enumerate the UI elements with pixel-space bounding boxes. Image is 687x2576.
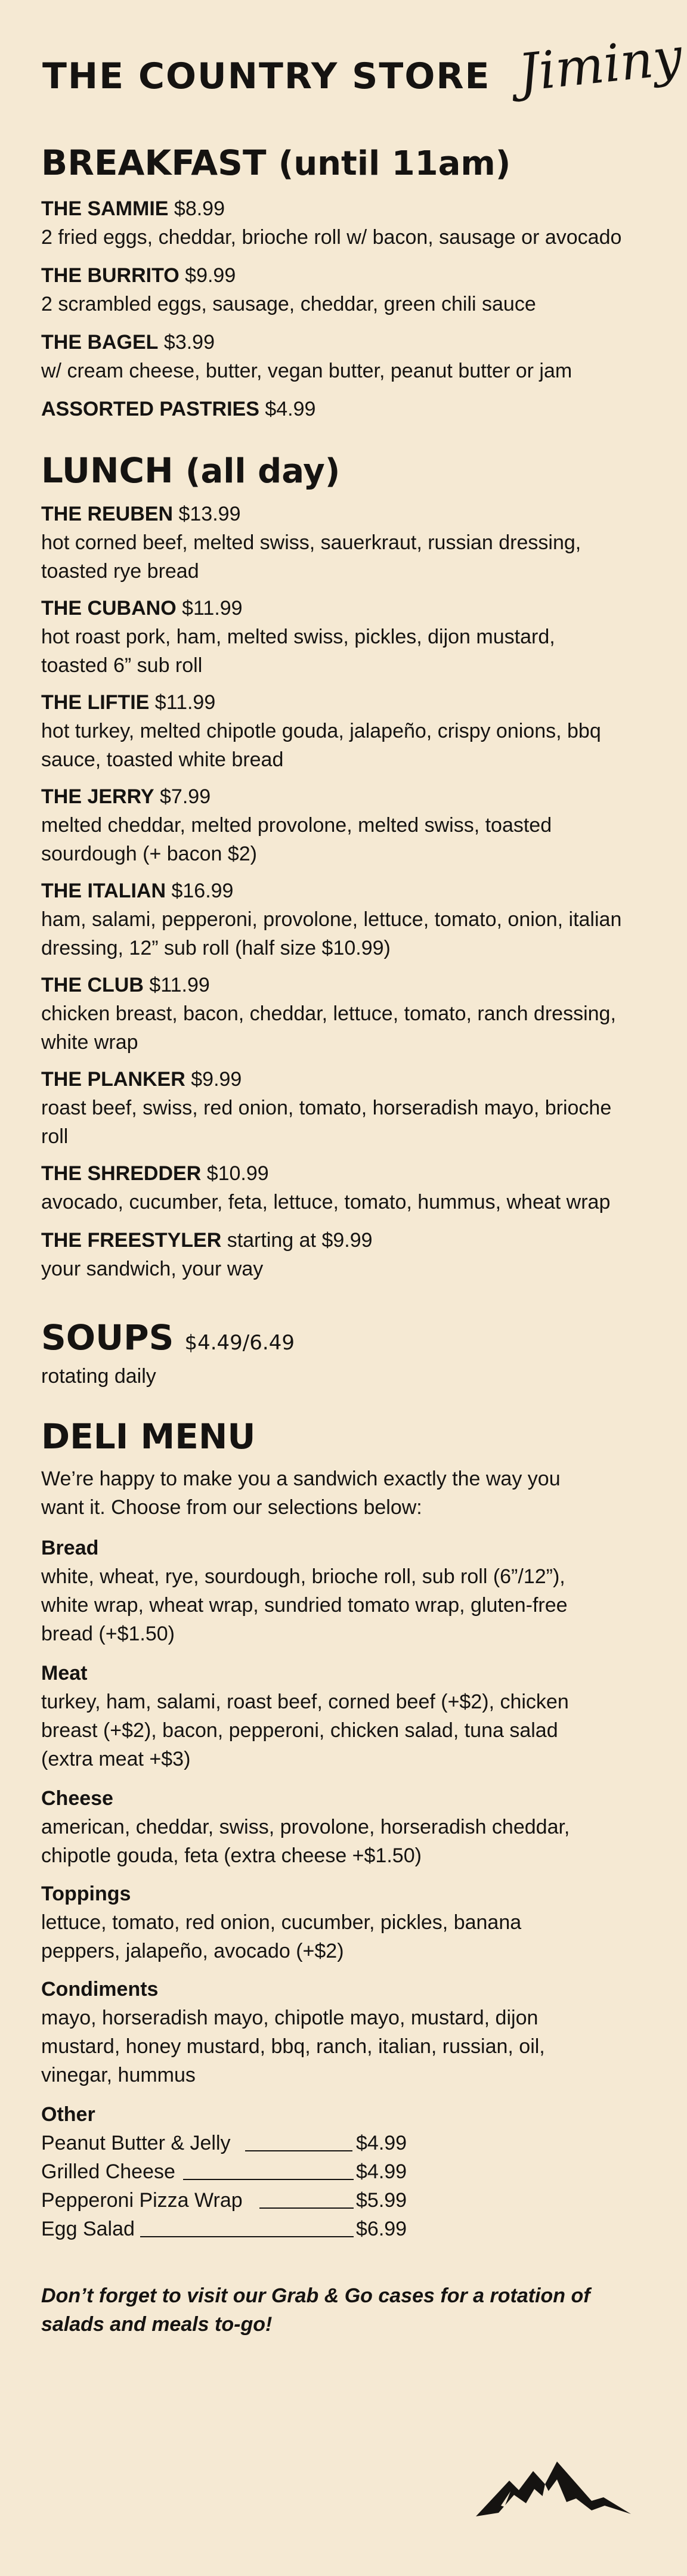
breakfast-heading-note: (until 11am) xyxy=(278,144,511,183)
item-description: ham, salami, pepperoni, provolone, lettuce, tomato, onion, italian xyxy=(41,908,622,931)
store-script-logo: Jiminy xyxy=(515,26,685,104)
menu-header xyxy=(41,26,685,119)
deli-category-line: peppers, jalapeño, avocado (+$2) xyxy=(41,1940,344,1962)
menu-item xyxy=(41,594,649,680)
item-description: 2 scrambled eggs, sausage, cheddar, green chili sauce xyxy=(41,293,536,315)
other-item-price: $6.99 xyxy=(356,2218,407,2240)
deli-category-line: mayo, horseradish mayo, chipotle mayo, mustard, dijon xyxy=(41,2007,539,2029)
breakfast-heading-title: BREAKFAST xyxy=(41,143,267,183)
item-description: chicken breast, bacon, cheddar, lettuce, tomato, ranch dressing, xyxy=(41,1002,616,1025)
item-description: w/ cream cheese, butter, vegan butter, peanut butter or jam xyxy=(41,360,572,382)
store-title: THE COUNTRY STORE xyxy=(42,55,491,97)
item-name: THE JERRY xyxy=(41,785,154,808)
other-item-name: Grilled Cheese xyxy=(41,2160,175,2183)
deli-category-title: Condiments xyxy=(41,1978,159,2001)
breakfast-heading xyxy=(41,145,510,181)
deli-heading: DELI MENU xyxy=(41,1416,256,1457)
item-name: THE SAMMIE xyxy=(41,197,169,220)
deli-category-line: vinegar, hummus xyxy=(41,2064,196,2086)
deli-category-title: Toppings xyxy=(41,1883,131,1905)
item-description: toasted 6” sub roll xyxy=(41,654,203,677)
menu-item xyxy=(41,261,649,318)
item-description: white wrap xyxy=(41,1031,138,1054)
deli-category xyxy=(41,1659,649,1773)
other-item xyxy=(41,2186,423,2215)
other-item-name: Peanut Butter & Jelly xyxy=(41,2132,231,2154)
deli-category xyxy=(41,1784,649,1870)
deli-category xyxy=(41,1880,649,1965)
item-description: 2 fried eggs, cheddar, brioche roll w/ bacon, sausage or avocado xyxy=(41,226,622,249)
item-description: sauce, toasted white bread xyxy=(41,748,284,771)
leader-line xyxy=(245,2150,352,2151)
item-name: THE CUBANO xyxy=(41,597,177,620)
menu-item xyxy=(41,688,649,774)
menu-item xyxy=(41,971,649,1057)
menu-item xyxy=(41,328,649,385)
menu-item xyxy=(41,1226,649,1283)
menu-item xyxy=(41,1065,649,1151)
deli-category-line: chipotle gouda, feta (extra cheese +$1.50) xyxy=(41,1844,422,1867)
item-name: THE BAGEL xyxy=(41,331,159,354)
menu-item xyxy=(41,194,649,252)
lunch-heading xyxy=(41,450,341,491)
item-name: THE PLANKER xyxy=(41,1068,185,1091)
item-price: $3.99 xyxy=(163,331,215,354)
soups-price: $4.49/6.49 xyxy=(184,1331,295,1355)
item-name: ASSORTED PASTRIES xyxy=(41,398,259,420)
deli-category-line: breast (+$2), bacon, pepperoni, chicken salad, tuna salad xyxy=(41,1719,558,1742)
item-price: $11.99 xyxy=(149,974,210,996)
item-price: $8.99 xyxy=(174,197,225,220)
soups-description-block xyxy=(41,1362,649,1391)
item-price: $9.99 xyxy=(185,264,236,287)
item-price: $7.99 xyxy=(160,785,211,808)
item-description: avocado, cucumber, feta, lettuce, tomato, hummus, wheat wrap xyxy=(41,1191,611,1213)
deli-intro-line: We’re happy to make you a sandwich exactly the way you xyxy=(41,1467,561,1490)
item-description: sourdough (+ bacon $2) xyxy=(41,843,257,865)
item-description: melted cheddar, melted provolone, melted swiss, toasted xyxy=(41,814,552,837)
item-name: THE SHREDDER xyxy=(41,1162,202,1185)
leader-line xyxy=(259,2207,354,2209)
deli-category-line: (extra meat +$3) xyxy=(41,1748,191,1770)
closing-line: salads and meals to-go! xyxy=(41,2313,273,2336)
deli-category-line: white, wheat, rye, sourdough, brioche roll, sub roll (6”/12”), xyxy=(41,1565,565,1588)
soups-heading xyxy=(41,1317,295,1358)
item-price: $4.99 xyxy=(265,398,316,420)
leader-line xyxy=(140,2236,354,2237)
item-name: THE ITALIAN xyxy=(41,880,166,902)
leader-line xyxy=(183,2179,354,2180)
item-name: THE CLUB xyxy=(41,974,144,996)
other-item-price: $4.99 xyxy=(356,2160,407,2183)
item-description: roast beef, swiss, red onion, tomato, horseradish mayo, brioche xyxy=(41,1097,612,1119)
item-description: your sandwich, your way xyxy=(41,1258,264,1280)
other-item xyxy=(41,2157,423,2186)
deli-category-line: turkey, ham, salami, roast beef, corned beef (+$2), chicken xyxy=(41,1690,569,1713)
deli-category-line: mustard, honey mustard, bbq, ranch, italian, russian, oil, xyxy=(41,2035,545,2058)
closing-note xyxy=(41,2281,649,2339)
lunch-heading-note: (all day) xyxy=(185,452,341,491)
deli-category xyxy=(41,1534,649,1648)
menu-item xyxy=(41,500,649,586)
deli-category xyxy=(41,1975,649,2089)
deli-intro xyxy=(41,1465,649,1522)
item-name: THE REUBEN xyxy=(41,503,174,525)
closing-line: Don’t forget to visit our Grab & Go cases for a rotation of xyxy=(41,2284,590,2307)
lunch-heading-title: LUNCH xyxy=(41,450,174,491)
item-price: $10.99 xyxy=(206,1162,269,1185)
deli-category-line: american, cheddar, swiss, provolone, horseradish cheddar, xyxy=(41,1816,570,1838)
item-description: dressing, 12” sub roll (half size $10.99) xyxy=(41,937,391,959)
menu-item xyxy=(41,782,649,868)
item-description: hot roast pork, ham, melted swiss, pickles, dijon mustard, xyxy=(41,626,555,648)
item-description: hot corned beef, melted swiss, sauerkraut, russian dressing, xyxy=(41,531,581,554)
menu-item xyxy=(41,395,649,423)
other-item-name: Pepperoni Pizza Wrap xyxy=(41,2189,243,2212)
deli-other-title: Other xyxy=(41,2103,95,2126)
item-description: roll xyxy=(41,1125,69,1148)
other-item-price: $5.99 xyxy=(356,2189,407,2212)
deli-category-line: bread (+$1.50) xyxy=(41,1623,175,1645)
menu-item xyxy=(41,1159,649,1216)
deli-category-title: Bread xyxy=(41,1537,99,1559)
item-price: $11.99 xyxy=(182,597,243,620)
deli-category-line: lettuce, tomato, red onion, cucumber, pickles, banana xyxy=(41,1911,522,1934)
deli-other-title-block xyxy=(41,2100,649,2129)
item-name: THE LIFTIE xyxy=(41,691,150,714)
item-price: starting at $9.99 xyxy=(227,1229,373,1252)
item-description: hot turkey, melted chipotle gouda, jalapeño, crispy onions, bbq xyxy=(41,720,601,742)
soups-heading-title: SOUPS xyxy=(41,1317,174,1358)
item-price: $11.99 xyxy=(154,691,216,714)
item-price: $13.99 xyxy=(178,503,241,525)
item-description: toasted rye bread xyxy=(41,560,199,583)
other-item xyxy=(41,2129,423,2157)
item-name: THE BURRITO xyxy=(41,264,180,287)
other-item-price: $4.99 xyxy=(356,2132,407,2154)
menu-item xyxy=(41,877,649,962)
deli-category-title: Meat xyxy=(41,1662,88,1685)
item-name: THE FREESTYLER xyxy=(41,1229,222,1252)
item-price: $9.99 xyxy=(191,1068,242,1091)
mountain-icon xyxy=(475,2456,636,2521)
other-item xyxy=(41,2215,423,2243)
deli-category-line: white wrap, wheat wrap, sundried tomato wrap, gluten-free xyxy=(41,1594,568,1617)
soups-description: rotating daily xyxy=(41,1365,156,1388)
deli-intro-line: want it. Choose from our selections below: xyxy=(41,1496,422,1519)
deli-category-title: Cheese xyxy=(41,1787,113,1810)
other-item-name: Egg Salad xyxy=(41,2218,135,2240)
item-price: $16.99 xyxy=(171,880,234,902)
